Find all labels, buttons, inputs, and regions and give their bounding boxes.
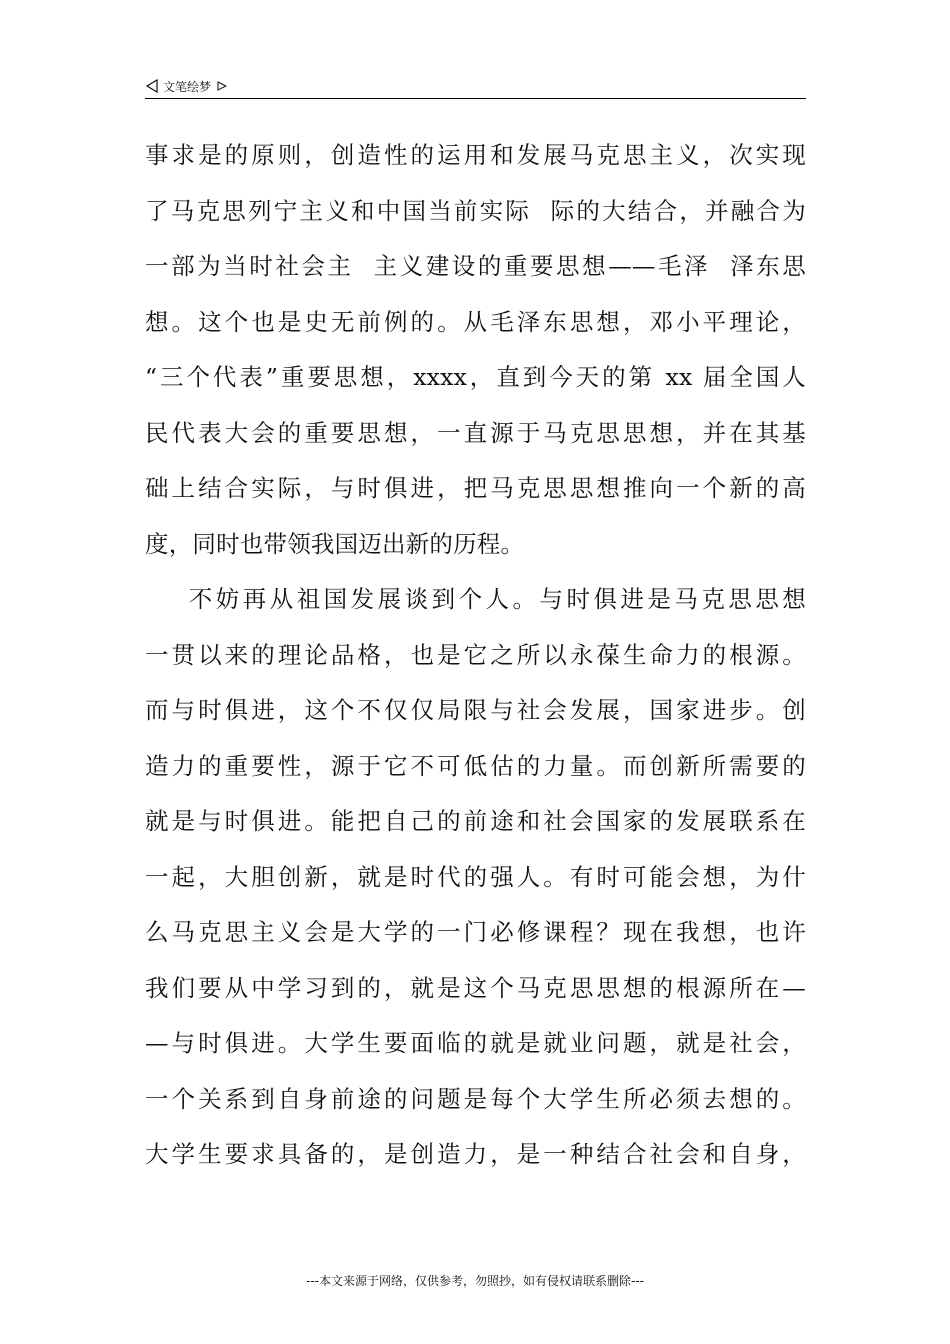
text-line: “三个代表”重要思想，xxxx，直到今天的第 xx 届全国人 (145, 363, 806, 391)
text-line: —与时俱进。大学生要面临的就是就业问题，就是社会， (145, 1029, 806, 1057)
text-line: 一个关系到自身前途的问题是每个大学生所必须去想的。 (145, 1084, 806, 1113)
text-line: 大学生要求具备的，是创造力，是一种结合社会和自身， (145, 1140, 806, 1168)
text-line: 而与时俱进，这个不仅仅局限与社会发展，国家进步。创 (145, 696, 806, 724)
text-line: 事求是的原则，创造性的运用和发展马克思主义，次实现 (145, 141, 806, 169)
text-line: 就是与时俱进。能把自己的前途和社会国家的发展联系在 (145, 807, 806, 835)
text-line: 么马克思主义会是大学的一门必修课程？现在我想，也许 (145, 918, 806, 946)
text-line: 一起，大胆创新，就是时代的强人。有时可能会想，为什 (145, 862, 806, 891)
text-line: 一贯以来的理论品格，也是它之所以永葆生命力的根源。 (145, 640, 806, 669)
text-line: 不妨再从祖国发展谈到个人。与时俱进是马克思思想 (145, 585, 806, 613)
triangle-right-icon (217, 81, 227, 91)
triangle-left-icon (145, 79, 159, 93)
text-line: 造力的重要性，源于它不可低估的力量。而创新所需要的 (145, 751, 806, 780)
text-line: 想。这个也是史无前例的。从毛泽东思想，邓小平理论， (145, 307, 806, 336)
text-line: 一部为当时社会主 主义建设的重要思想——毛泽 泽东思 (145, 252, 806, 280)
text-line: 础上结合实际，与时俱进，把马克思思想推向一个新的高 (145, 474, 806, 502)
text-line: 民代表大会的重要思想，一直源于马克思思想，并在其基 (145, 418, 806, 447)
text-line: 度，同时也带领我国迈出新的历程。 (145, 529, 525, 558)
text-line: 了马克思列宁主义和中国当前实际 际的大结合，并融合为 (145, 196, 806, 225)
brand-title: 文笔绘梦 (163, 79, 212, 94)
document-body (145, 128, 806, 1183)
text-line: 我们要从中学习到的，就是这个马克思思想的根源所在— (145, 973, 806, 1002)
page-footer: ---本文来源于网络，仅供参考，勿照抄，如有侵权请联系删除--- (306, 1274, 644, 1288)
page-header (145, 74, 806, 99)
